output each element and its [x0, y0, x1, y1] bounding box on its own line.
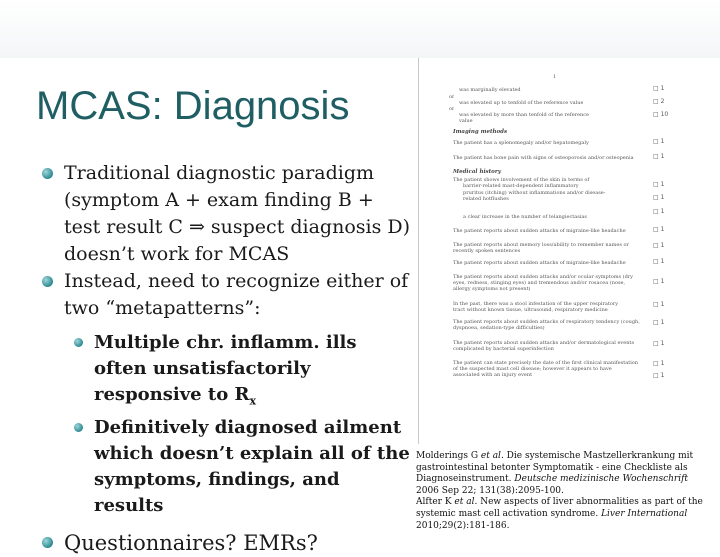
- document-line: eyes, redness, stinging eyes) and tremendous and/or rosacea (nose,: [453, 280, 626, 286]
- document-line: related hotflushes: [463, 196, 509, 202]
- slide-top-band: [0, 0, 720, 58]
- document-line: was marginally elevated: [459, 87, 521, 93]
- document-line: was elevated up to tenfold of the reference value: [459, 100, 584, 106]
- document-line: The patient reports about sudden attacks and/or ocular symptoms (dry: [453, 274, 633, 280]
- reference-citation: 2010;29(2):181-186.: [416, 520, 510, 531]
- checkbox-icon: □ 1: [653, 360, 665, 367]
- sub-bullet-text: Multiple chr. inflamm. ills often unsatisfactorily responsive to R: [94, 332, 357, 405]
- reference-journal: Liver International: [601, 508, 688, 519]
- checkbox-icon: □ 1: [653, 340, 665, 347]
- sub-bullet-item: [40, 330, 412, 415]
- checkbox-icon: □ 1: [653, 258, 665, 265]
- reference-item: [416, 451, 712, 497]
- document-line: or: [449, 106, 455, 112]
- checkbox-icon: □ 1: [653, 319, 665, 326]
- references: [416, 451, 712, 532]
- document-line: of the suspected mast cell disease; however it appears to have: [453, 366, 612, 372]
- bullet-icon: [42, 168, 53, 179]
- reference-title: New aspects of liver abnormalities as part of the systemic mast cell activation syndrome.: [416, 497, 703, 519]
- document-line: tract without known tissue, ultrasound, respiratory medicine: [453, 307, 608, 313]
- reference-authors: Alfter K: [416, 497, 452, 508]
- document-line: barrier-related mast-dependent inflammatory: [463, 183, 579, 189]
- checkbox-icon: □ 1: [653, 301, 665, 308]
- sub-bullet-icon: [74, 423, 83, 432]
- reference-title: Die systemische Mastzellerkrankung mit gastrointestinal betonter Symptomatik - eine Checkliste als Diagnoseinstrument.: [416, 451, 694, 485]
- checkbox-icon: □ 1: [653, 278, 665, 285]
- document-line: associated with an injury event: [453, 372, 533, 378]
- document-line: or: [449, 94, 455, 100]
- sub-bullet-item: [40, 415, 412, 519]
- reference-etal: et al.: [480, 451, 504, 461]
- bullet-text: Traditional diagnostic paradigm (symptom A + exam finding B + test result C ⇒ suspect diagnosis D) doesn’t work for MCAS: [64, 162, 411, 265]
- document-line: pruritus (itching) without inflammations and/or disease-: [463, 190, 606, 196]
- checkbox-icon: □ 1: [653, 85, 665, 92]
- document-line: The patient shows involvement of the skin in terms of: [453, 177, 590, 183]
- checkbox-icon: □ 1: [653, 226, 665, 233]
- document-line: The patient reports about sudden attacks of respiratory tendency (cough,: [453, 319, 640, 325]
- document-line: allergy symptoms not present): [453, 286, 531, 292]
- bullet-item: [40, 529, 412, 557]
- document-line: The patient reports about sudden attacks and/or dermatological events: [453, 340, 635, 346]
- document-line: complicated by bacterial superinfection: [453, 346, 554, 352]
- reference-authors: Molderings G: [416, 451, 479, 461]
- bullet-icon: [42, 537, 53, 548]
- document-page-number: 1: [553, 74, 557, 80]
- sub-bullet-text: Definitively diagnosed ailment which doesn’t explain all of the symptoms, findings, and results: [94, 416, 410, 516]
- document-heading: Imaging methods: [453, 129, 508, 135]
- checkbox-icon: □ 1: [653, 153, 665, 160]
- document-line: The patient reports about sudden attacks of migraine-like headache: [453, 228, 626, 234]
- checkbox-icon: □ 1: [653, 242, 665, 249]
- document-line: recently spoken sentences: [453, 248, 521, 254]
- document-line: was elevated by more than tenfold of the reference: [459, 112, 589, 118]
- checkbox-icon: □ 1: [653, 181, 665, 188]
- reference-item: [416, 497, 712, 532]
- checkbox-icon: □ 1: [653, 208, 665, 215]
- bullet-text: Questionnaires? EMRs?: [64, 530, 318, 555]
- checklist-document-image: [418, 58, 687, 444]
- bullet-text: Instead, need to recognize either of two “metapatterns”:: [64, 270, 409, 319]
- document-heading: Medical history: [453, 169, 501, 175]
- document-line: value: [459, 118, 473, 124]
- document-line: The patient reports about memory loss/ability to remember names or: [453, 242, 629, 248]
- document-line: The patient has a splenomegaly and/or hepatomegaly: [453, 140, 589, 146]
- bullet-list: [40, 160, 412, 557]
- reference-journal: Deutsche medizinische Wochenschrift: [514, 474, 689, 485]
- document-line: In the past, there was a stool infestation of the upper respiratory: [453, 301, 619, 307]
- document-line: The patient can state precisely the date of the first clinical manifestation: [453, 360, 639, 366]
- document-line: The patient reports about sudden attacks of migraine-like headache: [453, 260, 626, 266]
- bullet-item: [40, 268, 412, 322]
- checkbox-icon: □ 10: [653, 111, 669, 118]
- sub-bullet-icon: [74, 338, 83, 347]
- checkbox-icon: □ 1: [653, 138, 665, 145]
- slide-title: MCAS: Diagnosis: [36, 84, 350, 128]
- document-line: dyspnoea, sedation-type difficulties): [453, 325, 545, 331]
- document-line: a clear increase in the number of telangiectasias: [463, 214, 587, 220]
- checkbox-icon: □ 1: [653, 194, 665, 201]
- document-line: The patient has bone pain with signs of osteoporosis and/or osteopenia: [453, 155, 634, 161]
- sub-bullet-subscript: x: [249, 394, 257, 408]
- checkbox-icon: □ 2: [653, 98, 665, 105]
- checkbox-icon: □ 1: [653, 372, 665, 379]
- bullet-icon: [42, 276, 53, 287]
- reference-citation: 2006 Sep 22; 131(38):2095-100.: [416, 485, 564, 496]
- reference-etal: et al.: [454, 497, 478, 508]
- bullet-item: [40, 160, 412, 268]
